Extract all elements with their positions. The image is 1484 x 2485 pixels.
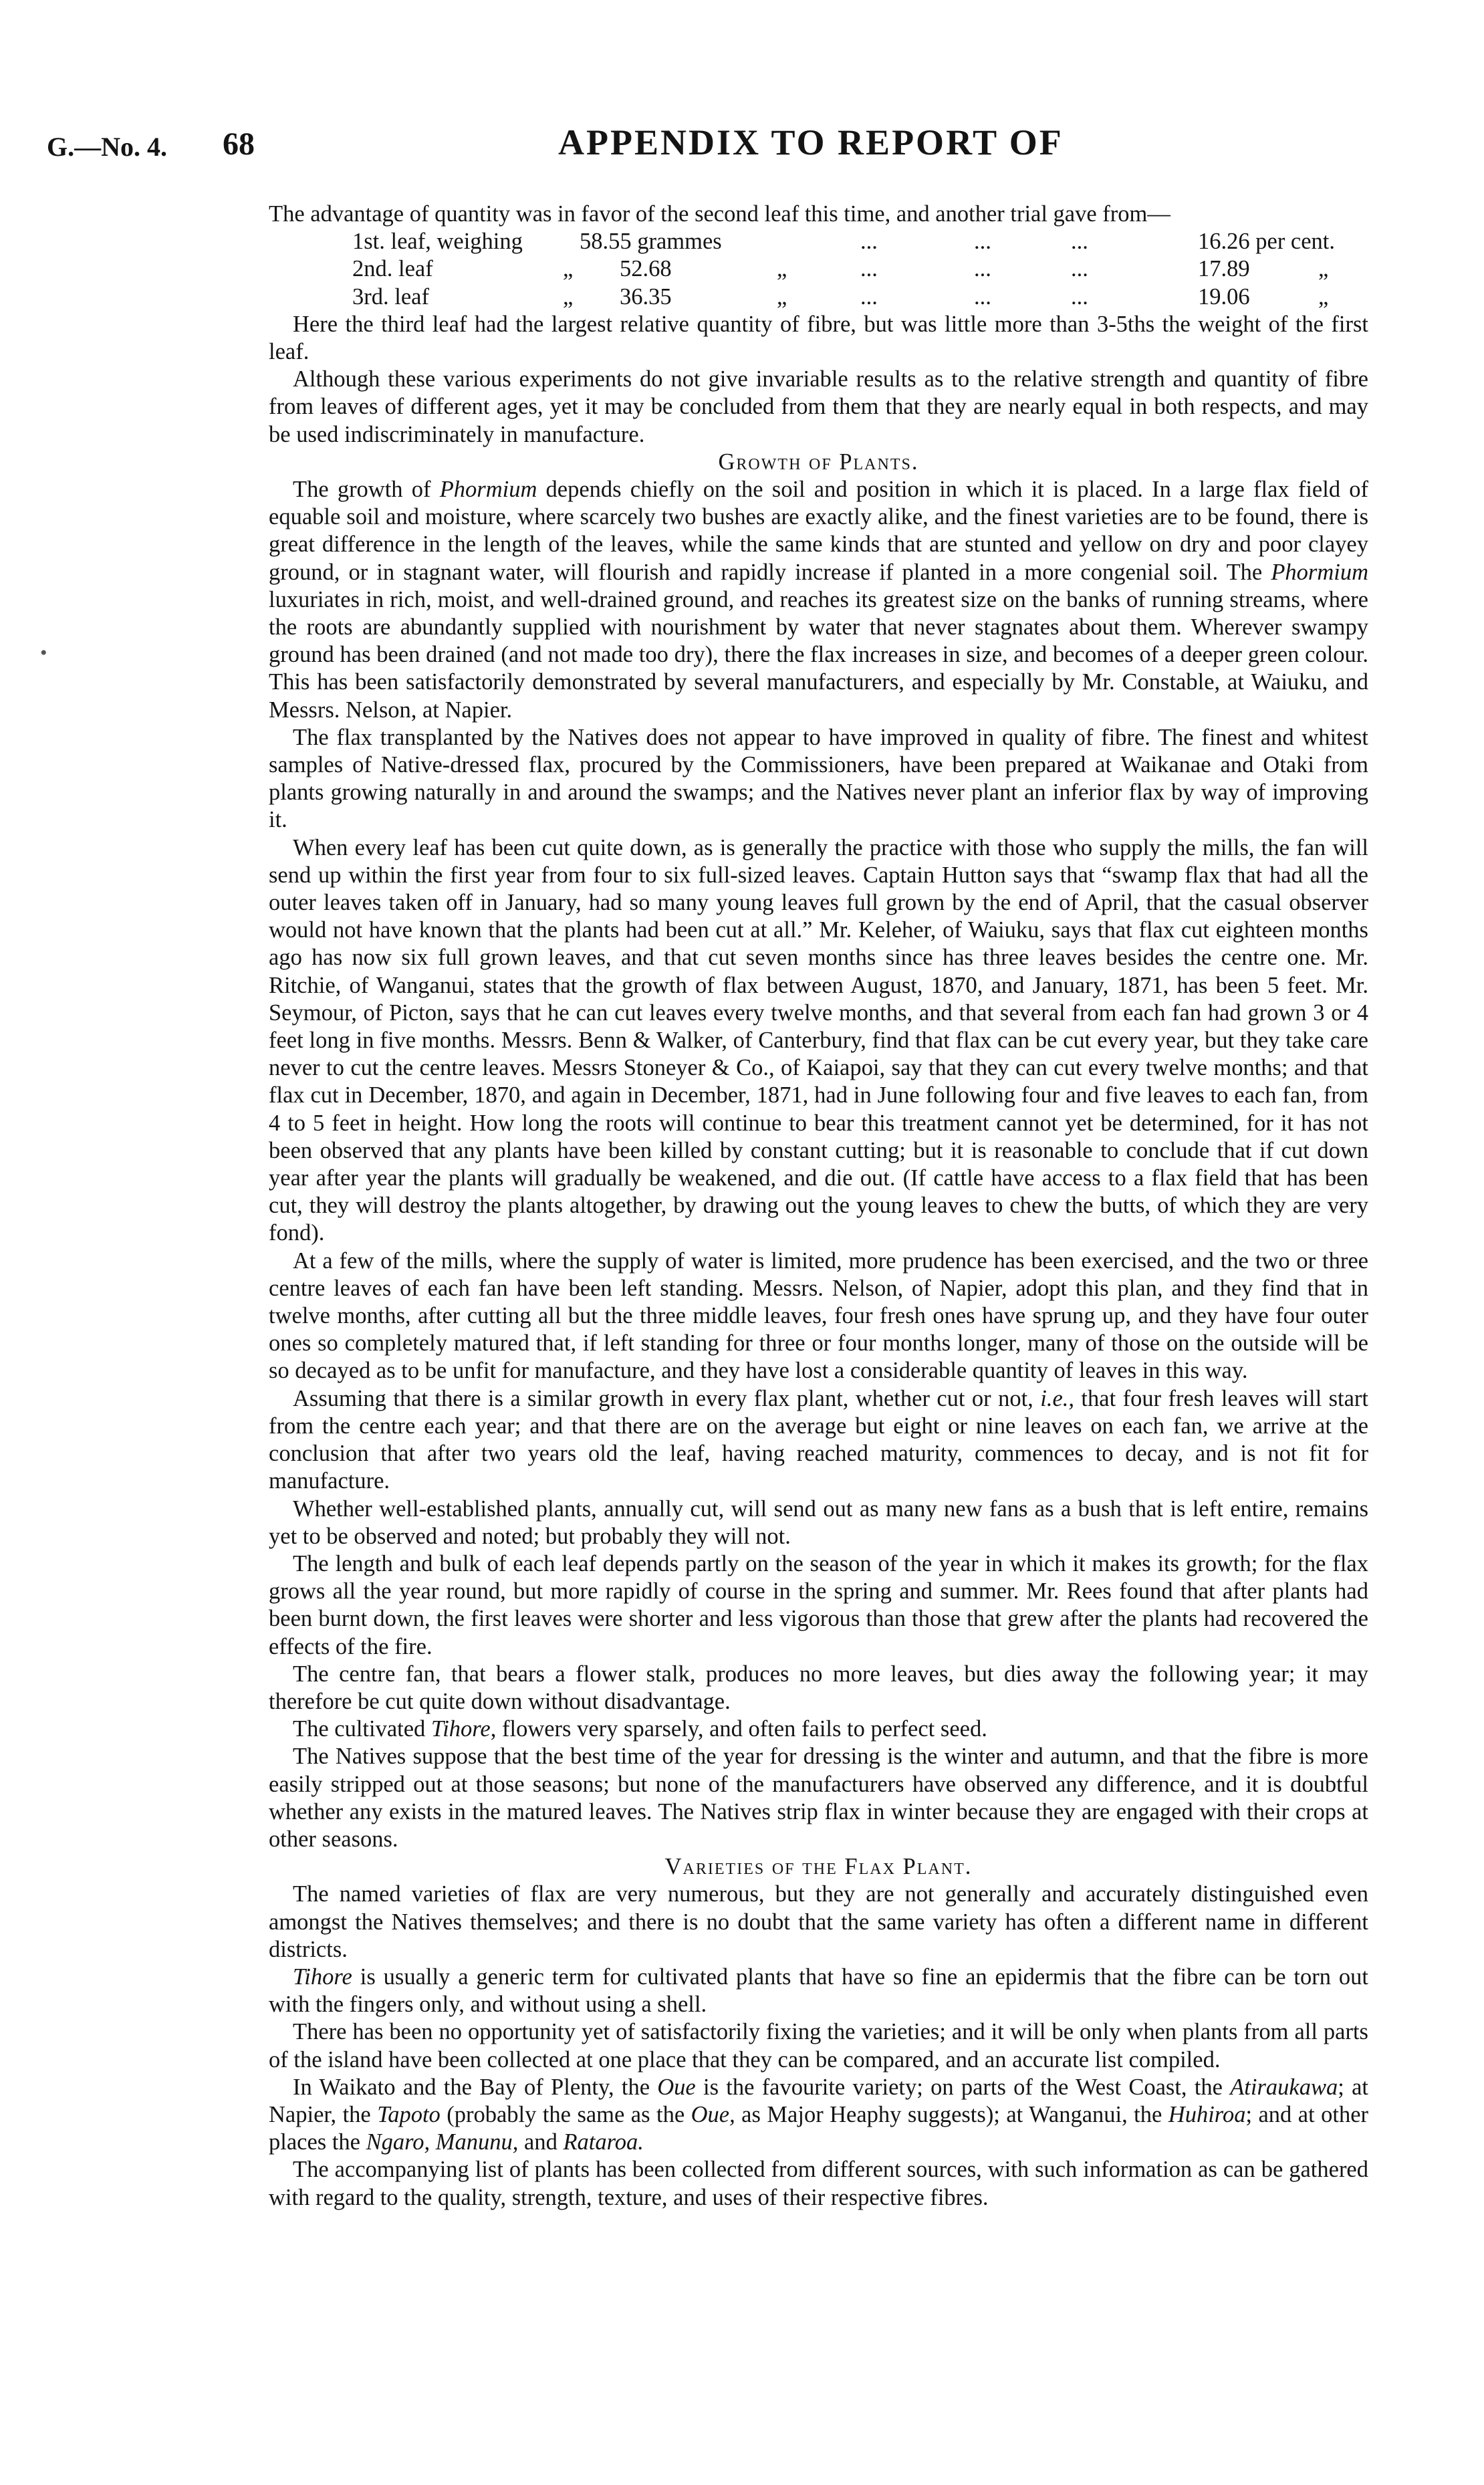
- leader-dots: ...: [974, 229, 991, 255]
- paragraph: There has been no opportunity yet of satisfactorily fixing the varieties; and it will be only when plants from all parts of the island have been collected at one place that they can be compared, and an accurate list compiled.: [269, 2019, 1368, 2073]
- scan-speck: •: [40, 642, 47, 664]
- leader-dots: ...: [1071, 283, 1088, 310]
- italic-term: Phormium: [1271, 559, 1368, 585]
- ditto-mark: „: [777, 283, 787, 310]
- leaf-weight: 52.68: [620, 256, 672, 282]
- text-run: and: [518, 2129, 564, 2155]
- italic-term: Atiraukawa: [1230, 2074, 1338, 2100]
- leaf-weight: 58.55 grammes: [580, 229, 722, 255]
- trial-row: [269, 283, 1368, 311]
- paragraph: [269, 2074, 1368, 2157]
- leader-dots: ...: [974, 283, 991, 310]
- paragraph: Whether well-established plants, annually cut, will send out as many new fans as a bush that is left entire, remains yet to be observed and noted; but probably they will not.: [269, 1496, 1368, 1549]
- fibre-percent: 17.89: [1198, 256, 1250, 282]
- italic-term: Oue,: [691, 2101, 735, 2127]
- page-number: 68: [223, 126, 255, 162]
- italic-term: Rataroa.: [563, 2129, 644, 2155]
- leader-dots: ...: [860, 283, 878, 310]
- italic-term: Phormium: [439, 476, 537, 502]
- text-run: (probably the same as the: [440, 2101, 691, 2127]
- leader-dots: ...: [1071, 229, 1088, 255]
- ditto-mark: „: [563, 283, 574, 310]
- text-run: , flowers very sparsely, and often fails to perfect seed.: [490, 1716, 987, 1742]
- italic-term: i.e.,: [1040, 1385, 1075, 1411]
- text-run: as Major Heaphy suggests); at Wanganui, the: [735, 2101, 1168, 2127]
- text-run: The growth of: [293, 476, 440, 502]
- paragraph: [269, 1385, 1368, 1496]
- text-run: ; at Napier, the: [269, 2074, 1368, 2127]
- text-run: is the favourite variety; on parts of the West Coast, the: [695, 2074, 1231, 2100]
- text-run: In Waikato and the Bay of Plenty, the: [293, 2074, 658, 2100]
- paragraph: Here the third leaf had the largest relative quantity of fibre, but was little more than 3-5ths the weight of the first leaf.: [269, 311, 1368, 364]
- text-run: luxuriates in rich, moist, and well-drained ground, and reaches its greatest size on the banks of running streams, where the roots are abundantly supplied with nourishment by water that never stagnates about them. Wherever swampy ground has been drained (and not made too dry), there the flax increases in size, and becomes of a deeper green colour. This has been satisfactorily demonstrated by several manufacturers, and especially by Mr. Constable, at Waiuku, and Messrs. Nelson, at Napier.: [269, 586, 1368, 723]
- italic-term: Oue: [657, 2074, 696, 2100]
- paragraph: [269, 1964, 1368, 2018]
- fibre-percent: 16.26 per cent.: [1198, 229, 1336, 255]
- page-header: [0, 122, 1484, 168]
- paragraph: When every leaf has been cut quite down, as is generally the practice with those who supply the mills, the fan will send up within the first year from four to six full-sized leaves. Captain Hutton says that “swamp flax that had all the outer leaves taken off in January, had so many young leaves full grown by the end of April, that the casual observer would not have known that the plants had been cut at all.” Mr. Keleher, of Waiuku, says that flax cut eighteen months ago has now six full grown leaves, and that cut seven months since has three leaves besides the centre one. Mr. Ritchie, of Wanganui, states that the growth of flax between August, 1870, and January, 1871, has been 5 feet. Mr. Seymour, of Picton, says that he can cut leaves every twelve months, and that several from each fan had grown 3 or 4 feet long in five months. Messrs. Benn & Walker, of Canterbury, find that flax can be cut every year, but they take care never to cut the centre leaves. Messrs Stoneyer & Co., of Kaiapoi, say that they can cut every twelve months; and that flax cut in December, 1870, and again in December, 1871, had in June following four and five leaves to each fan, from 4 to 5 feet in height. How long the roots will continue to bear this treatment cannot yet be determined, for it has not been observed that any plants have been killed by constant cutting; but it is reasonable to conclude that if cut down year after year the plants will gradually be weakened, and die out. (If cattle have access to a flax field that has been cut, they will destroy the plants altogether, by drawing out the young leaves to chew the butts, of which they are very fond).: [269, 834, 1368, 1246]
- text-run: that four fresh leaves will start from the centre each year; and that there are on the average but eight or nine leaves on each fan, we arrive at the conclusion that after two years old the leaf, having reached maturity, commences to decay, and is not fit for manufacture.: [269, 1385, 1368, 1494]
- paragraph: The named varieties of flax are very numerous, but they are not generally and accurately distinguished even amongst the Natives themselves; and there is no doubt that the same variety has often a different name in different districts.: [269, 1881, 1368, 1962]
- trial-intro: The advantage of quantity was in favor of the second leaf this time, and another trial gave from—: [269, 201, 1170, 227]
- ditto-mark: „: [563, 256, 574, 282]
- paragraph: The flax transplanted by the Natives does not appear to have improved in quality of fibre. The finest and whitest samples of Native-dressed flax, procured by the Commissioners, have been prepared at Waikanae and Otaki from plants growing naturally in and around the swamps; and the Natives never plant an inferior flax by way of improving it.: [269, 724, 1368, 833]
- italic-term: Huhiroa: [1168, 2101, 1246, 2127]
- running-title: APPENDIX TO REPORT OF: [558, 122, 1064, 162]
- text-run: Assuming that there is a similar growth in every flax plant, whether cut or not,: [293, 1385, 1041, 1411]
- paragraph: The accompanying list of plants has been collected from different sources, with such information as can be gathered with regard to the quality, strength, texture, and uses of their respective fibres.: [269, 2157, 1368, 2210]
- ditto-mark: „: [1318, 256, 1329, 282]
- trial-row: [269, 228, 1368, 255]
- paragraph: The length and bulk of each leaf depends partly on the season of the year in which it makes its growth; for the flax grows all the year round, but more rapidly of course in the spring and summer. Mr. Rees found that after plants had been burnt down, the first leaves were shorter and less vigorous than those that grew after the plants had recovered the effects of the fire.: [269, 1550, 1368, 1659]
- paragraph: [269, 1715, 1368, 1743]
- paragraph: The centre fan, that bears a flower stalk, produces no more leaves, but dies away the following year; it may therefore be cut quite down without disadvantage.: [269, 1661, 1368, 1714]
- paragraph: [269, 476, 1368, 724]
- body-text: [269, 201, 1368, 2212]
- section-heading: Growth of Plants.: [718, 449, 919, 475]
- paragraph: The Natives suppose that the best time of the year for dressing is the winter and autumn, and that the fibre is more easily stripped out at those seasons; but none of the manufacturers have observed any difference, and it is doubtful whether any exists in the matured leaves. The Natives strip flax in winter because they are engaged with their crops at other seasons.: [269, 1744, 1368, 1852]
- text-run: ; and at other places the: [269, 2101, 1369, 2155]
- paragraph: Although these various experiments do not give invariable results as to the relative strength and quantity of fibre from leaves of different ages, yet it may be concluded from them that they are nearly equal in both respects, and may be used indiscriminately in manufacture.: [269, 366, 1368, 447]
- leaf-label: 2nd. leaf: [352, 256, 433, 282]
- italic-term: Tihore: [293, 1964, 352, 1990]
- leader-dots: ...: [860, 256, 878, 282]
- leaf-label: 1st. leaf, weighing: [352, 229, 523, 255]
- leaf-label: 3rd. leaf: [352, 283, 429, 310]
- text-run: The cultivated: [293, 1716, 431, 1742]
- text-run: depends chiefly on the soil and position in which it is placed. In a large flax field of equable soil and moisture, where scarcely two bushes are exactly alike, and the finest varieties are to be found, there is great difference in the length of the leaves, while the same kinds that are stunted and yellow on dry and poor clayey ground, or in stagnant water, will flourish and rapidly increase if planted in a more congenial soil. The: [269, 476, 1368, 585]
- leader-dots: ...: [860, 229, 878, 255]
- leader-dots: ...: [974, 256, 991, 282]
- document-code: G.—No. 4.: [47, 132, 167, 162]
- trial-row: [269, 255, 1368, 283]
- ditto-mark: „: [777, 256, 787, 282]
- leader-dots: ...: [1071, 256, 1088, 282]
- italic-term: Tapoto: [377, 2101, 441, 2127]
- italic-term: Ngaro, Manunu,: [366, 2129, 519, 2155]
- ditto-mark: „: [1318, 283, 1329, 310]
- section-heading: Varieties of the Flax Plant.: [664, 1854, 973, 1880]
- fibre-percent: 19.06: [1198, 283, 1250, 310]
- paragraph: At a few of the mills, where the supply of water is limited, more prudence has been exercised, and the two or three centre leaves of each fan have been left standing. Messrs. Nelson, of Napier, adopt this plan, and they find that in twelve months, after cutting all but the three middle leaves, four fresh ones have sprung up, and they have four outer ones so completely matured that, if left standing for three or four months longer, many of those on the outside will be so decayed as to be unfit for manufacture, and they have lost a considerable quantity of leaves in this way.: [269, 1248, 1368, 1384]
- leaf-weight: 36.35: [620, 283, 672, 310]
- italic-term: Tihore: [430, 1716, 491, 1742]
- text-run: is usually a generic term for cultivated plants that have so fine an epidermis that the fibre can be torn out with the fingers only, and without using a shell.: [269, 1964, 1368, 2018]
